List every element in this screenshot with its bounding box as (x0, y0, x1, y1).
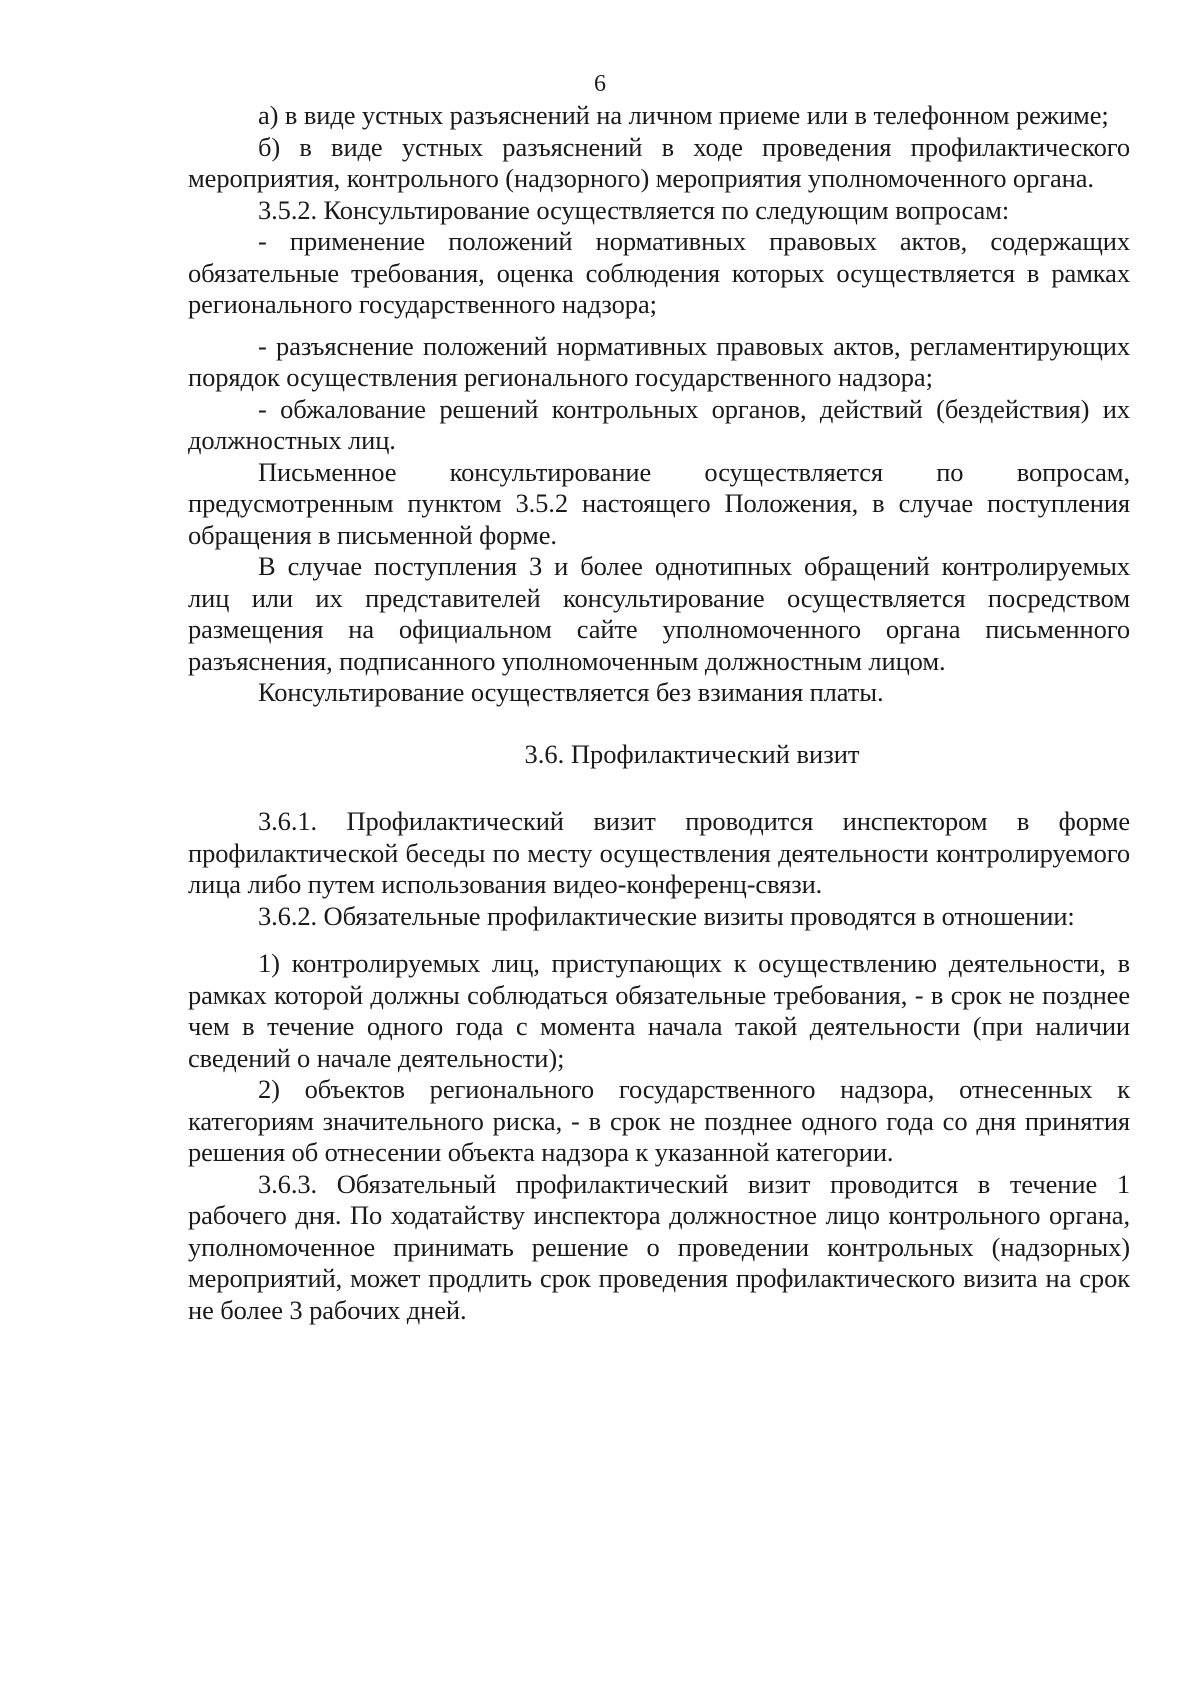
paragraph-3-6-2-mandatory-visits: 3.6.2. Обязательные профилактические визиты проводятся в отношении: (258, 900, 1075, 931)
list-item-appeal-of-decisions: - обжалование решений контрольных органов, действий (бездействия) их должностных лиц. (188, 393, 1130, 455)
paragraph-free-of-charge: Консультирование осуществляется без взимания платы. (258, 677, 884, 707)
paragraph-written-consulting: Письменное консультирование осуществляется по вопросам, предусмотренным пунктом 3.5.2 настоящего Положения, в случае поступления обращения в письменной форме. (188, 456, 1130, 550)
paragraph-b-oral-explanations-event: б) в виде устных разъяснений в ходе проведения профилактического мероприятия, контрольного (надзорного) мероприятия уполномоченного органа. (188, 131, 1130, 193)
list-item-application-of-acts: - применение положений нормативных правовых актов, содержащих обязательные требования, оценка соблюдения которых осуществляется в рамках регионального государственного надзора; (188, 226, 1130, 319)
list-item-supervision-objects: 2) объектов регионального государственного надзора, отнесенных к категориям значительного риска, - в срок не позднее одного года со дня принятия решения об отнесении объекта надзора к указанной категории. (188, 1074, 1130, 1167)
paragraph-3-6-1-preventive-visit: 3.6.1. Профилактический визит проводится инспектором в форме профилактической беседы по месту осуществления деятельности контролируемого лица либо путем использования видео-конференц-связи. (188, 806, 1130, 899)
page-number: 6 (594, 71, 606, 97)
section-heading-preventive-visit: 3.6. Профилактический визит (524, 738, 860, 769)
paragraph-3-5-2-consulting-topics: 3.5.2. Консультирование осуществляется по следующим вопросам: (258, 194, 1010, 225)
list-item-clarification-of-acts: - разъяснение положений нормативных правовых актов, регламентирующих порядок осуществления регионального государственного надзора; (188, 330, 1130, 392)
paragraph-multiple-requests: В случае поступления 3 и более однотипных обращений контролируемых лиц или их представителей консультирование осуществляется посредством размещения на официальном сайте уполномоченного органа письменного разъяснения, подписанного уполномоченным должностным лицом. (188, 551, 1130, 676)
paragraph-3-6-3-visit-duration: 3.6.3. Обязательный профилактический визит проводится в течение 1 рабочего дня. По ходатайству инспектора должностное лицо контрольного органа, уполномоченное принимать решение о проведении контрольных (надзорных) мероприятий, может продлить срок проведения профилактического визита на срок не более 3 рабочих дней. (188, 1168, 1130, 1325)
paragraph-a-oral-explanations: а) в виде устных разъяснений на личном приеме или в телефонном режиме; (258, 100, 1109, 130)
document-body (188, 100, 1130, 1326)
list-item-controlled-persons: 1) контролируемых лиц, приступающих к осуществлению деятельности, в рамках которой должны соблюдаться обязательные требования, - в срок не позднее чем в течение одного года с момента начала такой деятельности (при наличии сведений о начале деятельности); (188, 948, 1130, 1073)
